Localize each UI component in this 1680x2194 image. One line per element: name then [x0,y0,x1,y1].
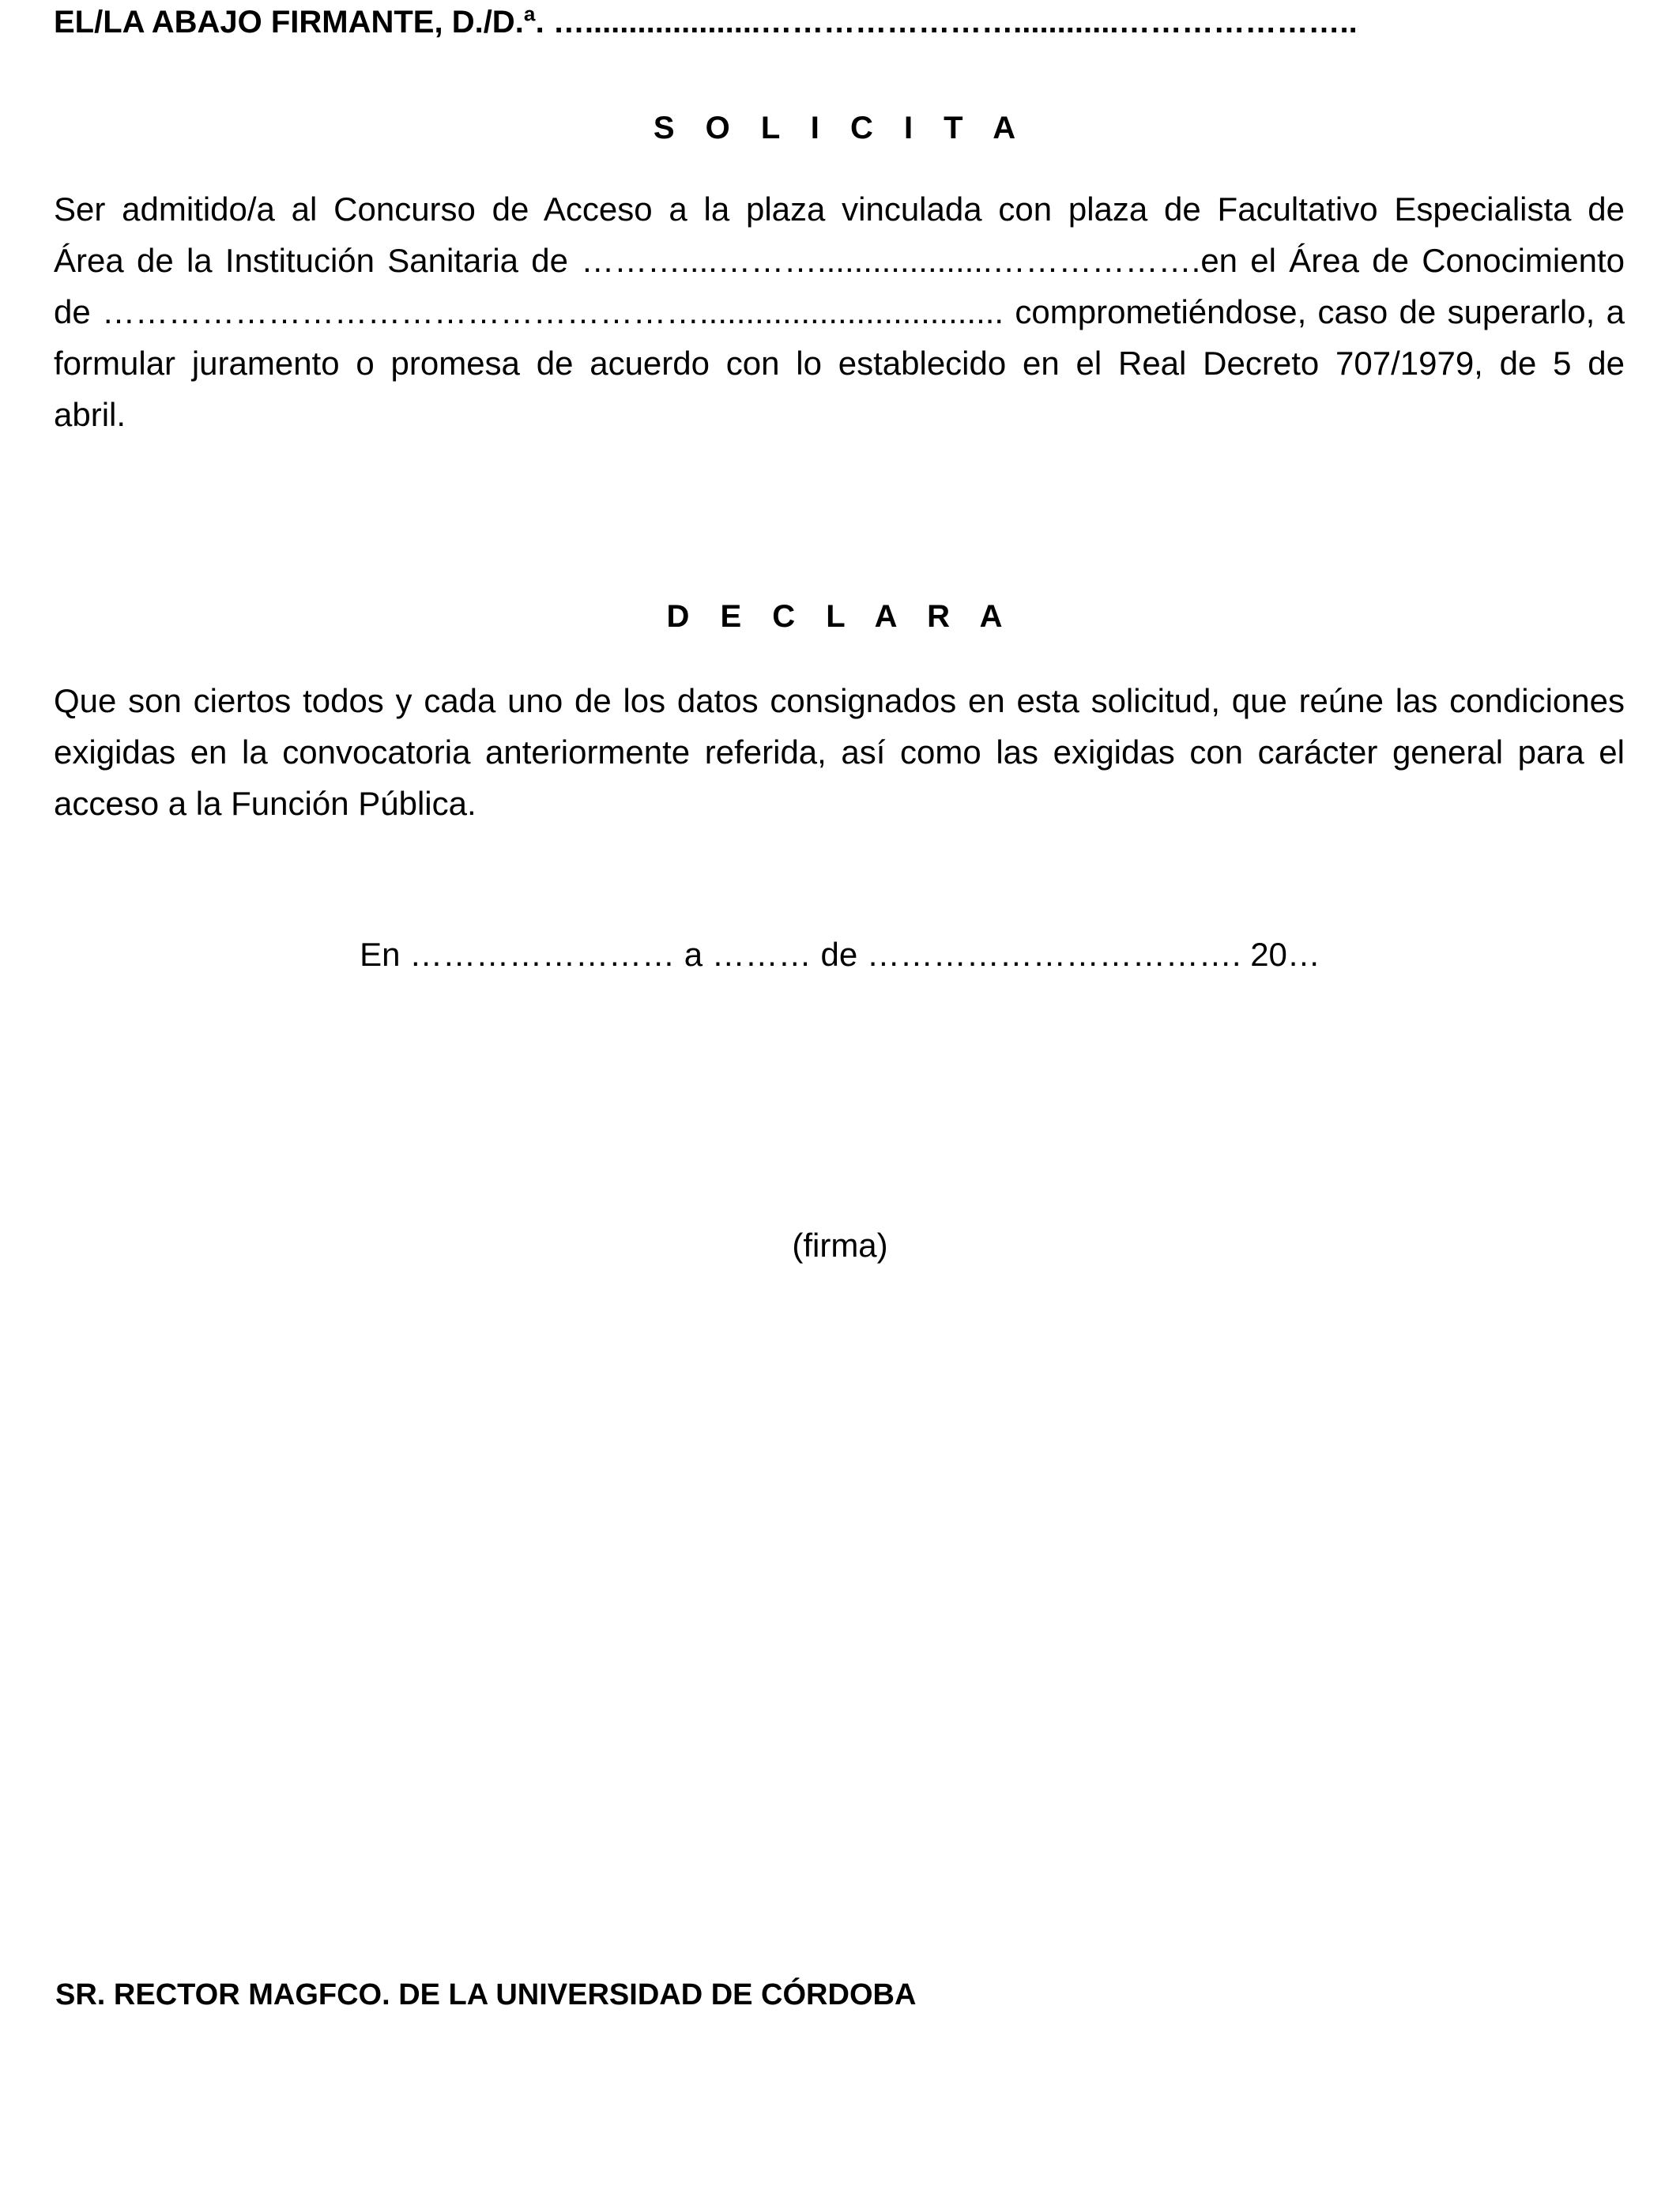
solicita-line-1: Ser admitido/a al Concurso de Acceso a la plaza vinculada con plaza de Facultativo Especialista de [54,190,1625,228]
declara-line-3: acceso a la Función Pública. [54,785,477,822]
solicita-paragraph [54,183,1625,440]
declara-line-2: exigidas en la convocatoria anteriormente referida, así como las exigidas con carácter general para el [54,733,1625,771]
addressee-line: SR. RECTOR MAGFCO. DE LA UNIVERSIDAD DE CÓRDOBA [55,1978,917,2011]
declara-paragraph [54,675,1625,829]
solicita-line-4: formular juramento o promesa de acuerdo con lo establecido en el Real Decreto 707/1979, de 5 de [54,345,1625,382]
declara-title: D E C L A R A [666,599,1014,634]
solicita-line-5: abril. [54,396,126,433]
solicita-line-3: de ………………………………………………................................. comprometiéndose, caso de superarlo, a [54,293,1625,330]
solicita-title: S O L I C I T A [653,111,1027,145]
signature-label: (firma) [792,1227,888,1264]
solicita-line-2: Área de la Institución Sanitaria de ………....………...................……………….en el Área de Conocimiento [54,242,1625,279]
place-date-line: En …………………… a ……… de ……………………………. 20… [360,936,1320,973]
signatory-line: EL/LA ABAJO FIRMANTE, D./D.ª. …....................……………………............………………….. [54,5,1358,40]
declara-line-1: Que son ciertos todos y cada uno de los datos consignados en esta solicitud, que reúne las condiciones [54,682,1625,719]
